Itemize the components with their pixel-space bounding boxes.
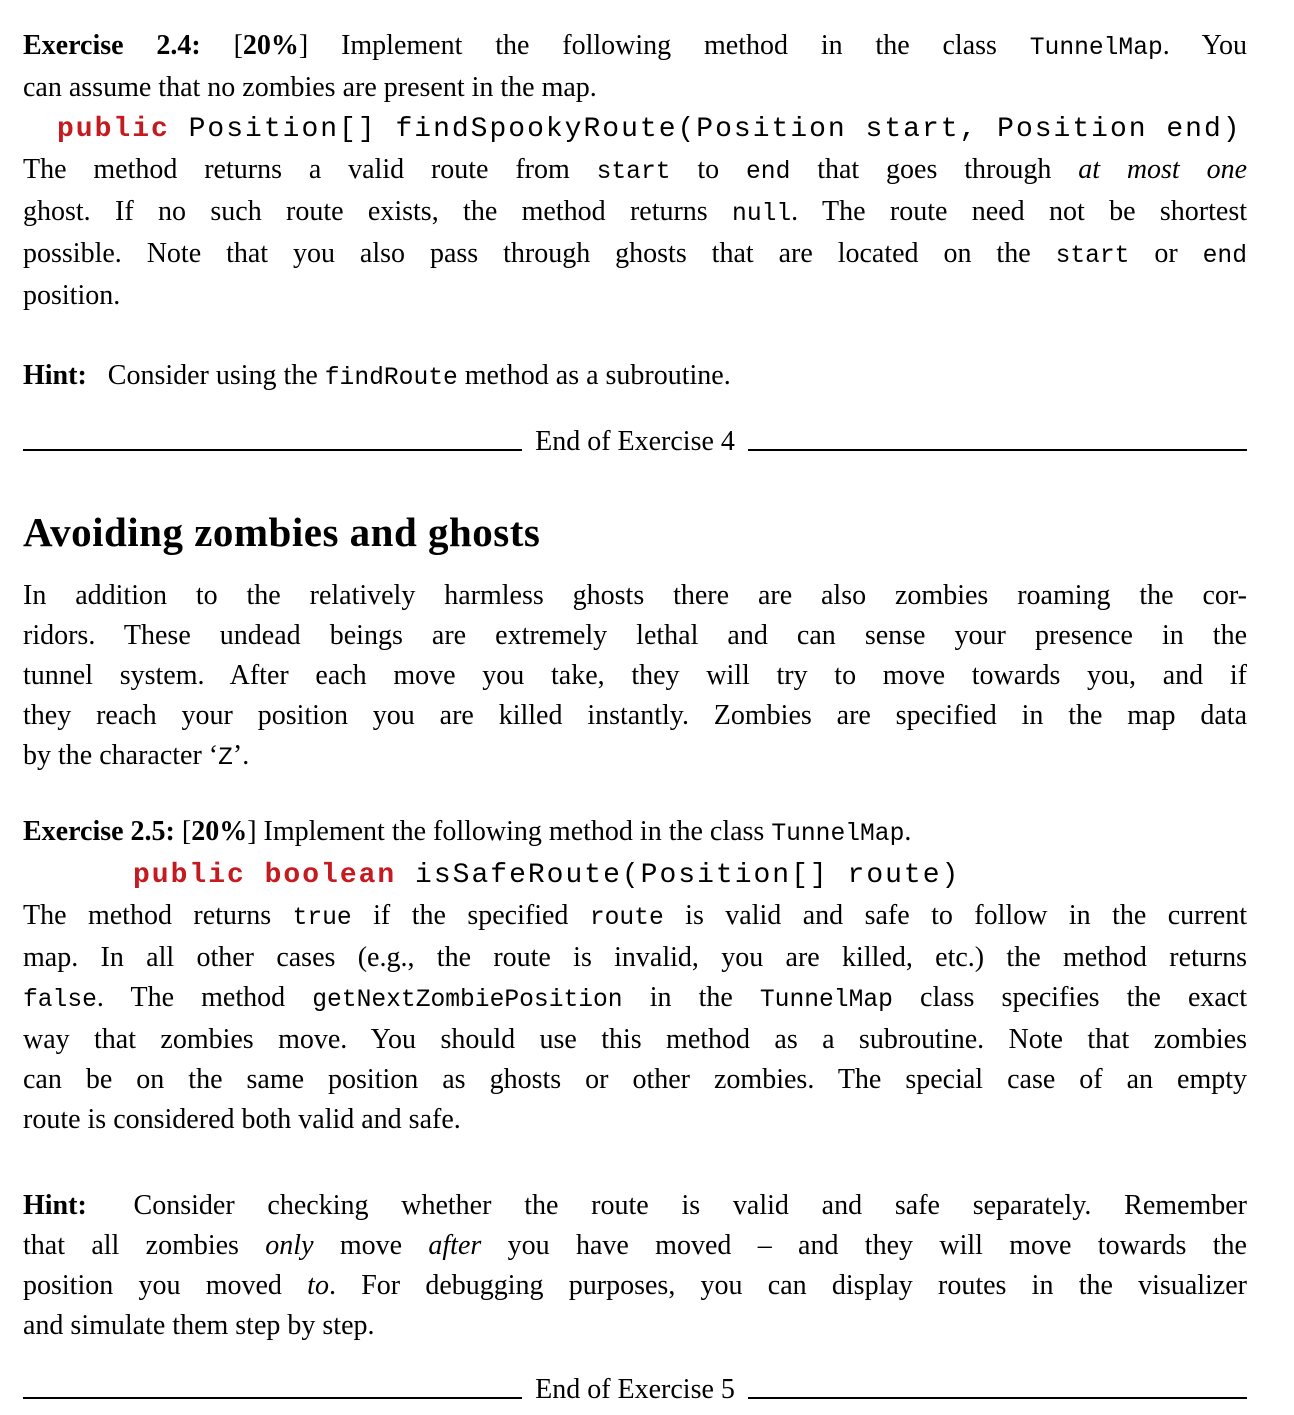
text-run: . <box>904 816 912 847</box>
text-line <box>23 812 1247 854</box>
inline-code: Z <box>218 744 233 772</box>
text-run: Consider using the <box>86 360 325 391</box>
end-of-exercise-5 <box>23 1370 1247 1410</box>
text-line <box>23 1186 1247 1226</box>
text-run: Consider checking whether the route is valid and safe separately. Remember <box>86 1190 1247 1221</box>
zombies-paragraph <box>23 576 1247 778</box>
text-run: . You <box>1162 30 1247 61</box>
inline-code: start <box>1055 242 1130 270</box>
text-line <box>23 1226 1247 1266</box>
hint-exercise-4 <box>23 356 1247 398</box>
text-run: by the character ‘ <box>23 740 219 771</box>
inline-code: null <box>732 200 792 228</box>
text-line <box>23 696 1247 736</box>
code-keyword: public boolean <box>133 860 397 891</box>
divider-label: End of Exercise 4 <box>535 426 735 457</box>
text-line <box>23 1100 1247 1140</box>
text-run: you have moved – and they will move towards the <box>481 1230 1247 1261</box>
text-run: possible. Note that you also pass through ghosts that are located on the <box>23 238 1056 269</box>
divider-rule-right <box>748 1397 1247 1399</box>
text-run: ’. <box>232 740 250 771</box>
inline-code: getNextZombiePosition <box>312 986 623 1014</box>
exercise-2-5-body <box>23 896 1247 1140</box>
italic-text-run: to <box>307 1270 329 1301</box>
italic-text-run: after <box>428 1230 482 1261</box>
text-run: ] Implement the following method in the class <box>298 30 1030 61</box>
text-run: move <box>313 1230 429 1261</box>
text-run: class specifies the exact <box>892 982 1248 1013</box>
text-run: [ <box>200 30 243 61</box>
text-line <box>23 234 1247 276</box>
text-run: that all zombies <box>23 1230 266 1261</box>
bold-text-run: 20% <box>242 30 299 61</box>
code-keyword: public <box>57 114 170 145</box>
text-run: method as a subroutine. <box>457 360 731 391</box>
text-line <box>23 1020 1247 1060</box>
inline-code: findRoute <box>324 364 458 392</box>
text-run: The method returns <box>23 900 293 931</box>
inline-code: TunnelMap <box>1029 34 1163 62</box>
text-run: and simulate them step by step. <box>23 1310 375 1341</box>
inline-code: Position[] findSpookyRoute(Position start, Position end) <box>169 114 1242 145</box>
text-line <box>23 150 1247 192</box>
text-run: [ <box>174 816 192 847</box>
bold-text-run: Exercise 2.5: <box>23 816 175 847</box>
text-run: . The method <box>96 982 313 1013</box>
text-line <box>23 938 1247 978</box>
text-line <box>23 576 1247 616</box>
text-line <box>23 192 1247 234</box>
text-line <box>23 1060 1247 1100</box>
italic-text-run: only <box>265 1230 314 1261</box>
text-run: in the <box>622 982 760 1013</box>
inline-code: end <box>1202 242 1247 270</box>
exercise-2-4-intro <box>23 26 1247 108</box>
text-run: can assume that no zombies are present in the map. <box>23 72 597 103</box>
text-line <box>23 356 1247 398</box>
inline-code: start <box>596 158 671 186</box>
bold-text-run: Hint: <box>23 360 87 391</box>
inline-code: TunnelMap <box>759 986 893 1014</box>
divider-rule-right <box>748 449 1247 451</box>
inline-code: isSafeRoute(Position[] route) <box>396 860 961 891</box>
text-run: ] Implement the following method in the class <box>247 816 772 847</box>
hint-exercise-5 <box>23 1186 1247 1346</box>
text-run: tunnel system. After each move you take, they will try to move towards you, and if <box>23 660 1247 691</box>
text-line <box>23 736 1247 778</box>
text-run: to <box>670 154 747 185</box>
exercise-2-5-signature <box>23 854 1247 896</box>
inline-code: end <box>746 158 791 186</box>
text-run: ridors. These undead beings are extremely lethal and can sense your presence in the <box>23 620 1247 651</box>
italic-text-run: at most one <box>1078 154 1247 185</box>
exercise-2-4-body <box>23 150 1247 316</box>
text-line <box>23 656 1247 696</box>
text-run: or <box>1129 238 1203 269</box>
divider-label: End of Exercise 5 <box>535 1374 735 1405</box>
text-line <box>23 616 1247 656</box>
text-run: if the specified <box>351 900 590 931</box>
section-heading: Avoiding zombies and ghosts <box>23 509 541 555</box>
text-run: way that zombies move. You should use this method as a subroutine. Note that zombies <box>23 1024 1247 1055</box>
bold-text-run: Hint: <box>23 1190 87 1221</box>
text-run: . The route need not be shortest <box>791 196 1247 227</box>
divider-rule-left <box>23 449 522 451</box>
exercise-2-4-signature <box>23 108 1247 150</box>
text-run: . For debugging purposes, you can display routes in the visualizer <box>328 1270 1247 1301</box>
exercise-2-5-intro <box>23 812 1247 854</box>
text-run: map. In all other cases (e.g., the route is invalid, you are killed, etc.) the method returns <box>23 942 1247 973</box>
text-line <box>23 68 1247 108</box>
inline-code: TunnelMap <box>771 820 905 848</box>
text-run: ghost. If no such route exists, the method returns <box>23 196 733 227</box>
divider-rule-left <box>23 1397 522 1399</box>
end-of-exercise-4 <box>23 422 1247 462</box>
text-line <box>23 276 1247 316</box>
text-line <box>23 26 1247 68</box>
text-line <box>23 1306 1247 1346</box>
inline-code: true <box>292 904 352 932</box>
inline-code: route <box>589 904 664 932</box>
text-line <box>23 1266 1247 1306</box>
inline-code: false <box>23 986 97 1014</box>
text-run: position you moved <box>23 1270 308 1301</box>
text-line <box>23 896 1247 938</box>
text-run: is valid and safe to follow in the current <box>663 900 1247 931</box>
text-run: route is considered both valid and safe. <box>23 1104 461 1135</box>
text-run: position. <box>23 280 121 311</box>
text-run: they reach your position you are killed instantly. Zombies are specified in the map data <box>23 700 1247 731</box>
text-run: In addition to the relatively harmless ghosts there are also zombies roaming the cor- <box>23 580 1247 611</box>
bold-text-run: 20% <box>191 816 248 847</box>
document-page <box>23 26 1247 1410</box>
text-run: The method returns a valid route from <box>23 154 597 185</box>
text-line <box>23 978 1247 1020</box>
text-run: that goes through <box>790 154 1079 185</box>
text-run: can be on the same position as ghosts or other zombies. The special case of an empty <box>23 1064 1247 1095</box>
bold-text-run: Exercise 2.4: <box>23 30 201 61</box>
